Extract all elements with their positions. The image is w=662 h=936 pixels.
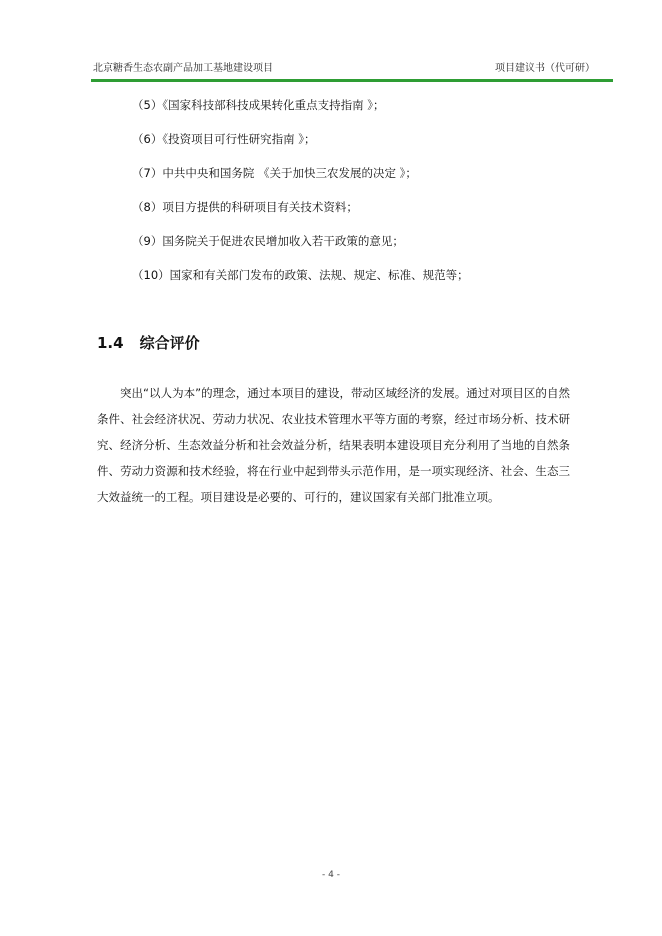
reference-item: （7）中共中央和国务院 《关于加快三农发展的决定 》； xyxy=(132,166,417,180)
header-project-title: 北京糖香生态农副产品加工基地建设项目 xyxy=(93,63,273,74)
reference-item: （5）《国家科技部科技成果转化重点支持指南 》； xyxy=(132,98,385,112)
reference-item: （8）项目方提供的科研项目有关技术资料； xyxy=(132,200,358,214)
section-heading xyxy=(97,332,200,354)
reference-item: （9）国务院关于促进农民增加收入若干政策的意见； xyxy=(132,234,404,248)
header-document-type: 项目建议书（代可研） xyxy=(495,63,595,74)
header-divider xyxy=(91,79,613,82)
section-number: 1.4 xyxy=(97,334,124,352)
page-number: - 4 - xyxy=(322,870,340,880)
reference-list xyxy=(132,94,602,298)
page-header xyxy=(91,62,613,78)
section-title: 综合评价 xyxy=(139,334,200,352)
reference-item: （10）国家和有关部门发布的政策、法规、规定、标准、规范等； xyxy=(132,268,469,282)
reference-item: （6）《投资项目可行性研究指南 》； xyxy=(132,132,316,146)
section-paragraph: 突出“以人为本”的理念，通过本项目的建设，带动区域经济的发展。通过对项目区的自然条件、社会经济状况、劳动力状况、农业技术管理水平等方面的考察，经过市场分析、技术研究、经济分析、生态效益分析和社会效益分析，结果表明本建设项目充分利用了当地的自然条件、劳动力资源和技术经验，将在行业中起到带头示范作用，是一项实现经济、社会、生态三大效益统一的工程。项目建设是必要的、可行的，建议国家有关部门批准立项。 xyxy=(97,386,570,504)
